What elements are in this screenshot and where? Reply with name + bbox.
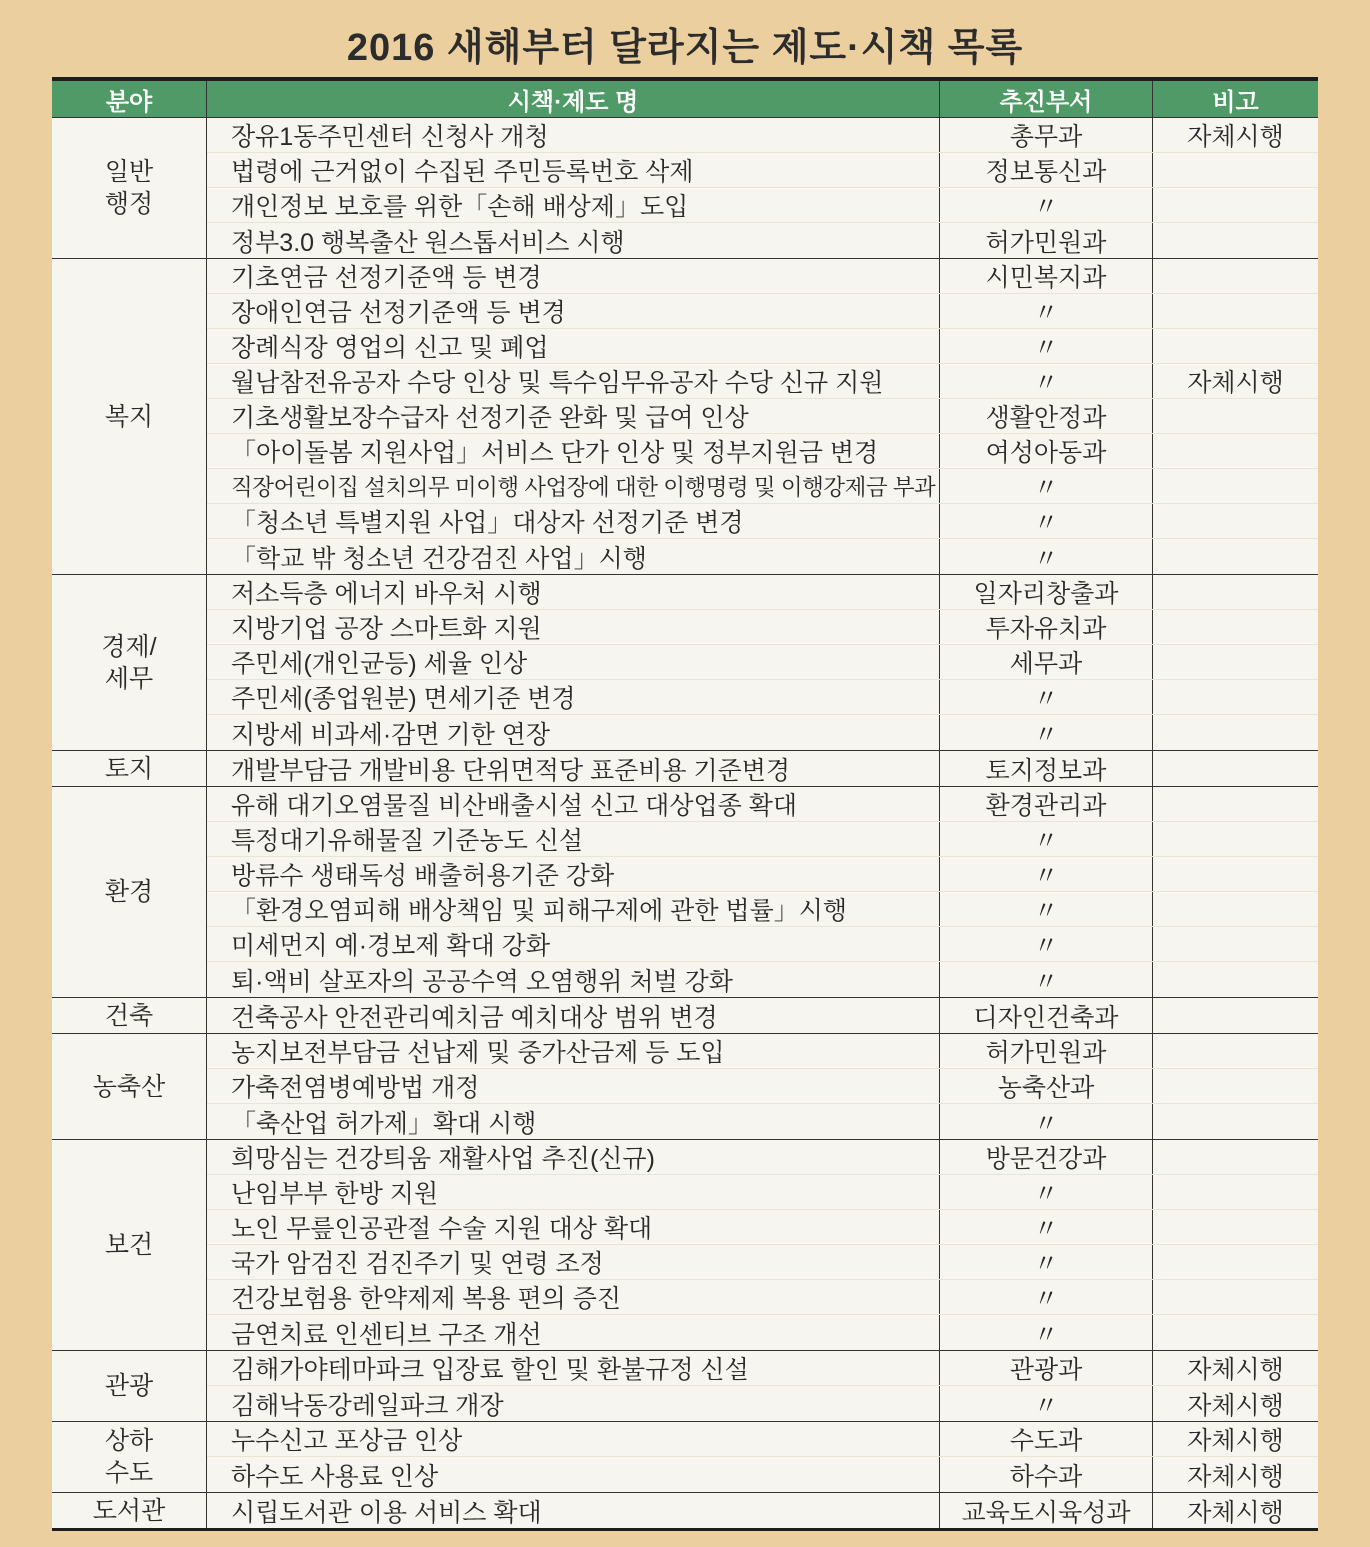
field-cell: 건축 [52, 998, 207, 1033]
note-cell: 자체시행 [1187, 1356, 1284, 1384]
field-cell: 토지 [52, 751, 207, 786]
note-cell [1153, 434, 1318, 468]
policy-cell: 난임부부 한방 지원 [207, 1175, 940, 1209]
dept-cell: 허가민원과 [940, 223, 1153, 258]
table-row [207, 998, 1318, 1033]
table-row [207, 539, 1318, 574]
policy-cell: 정부3.0 행복출산 원스톱서비스 시행 [207, 223, 940, 258]
table-row [207, 1493, 1318, 1528]
table-row [207, 1315, 1318, 1350]
table-row [207, 504, 1318, 539]
table-row [207, 434, 1318, 469]
note-cell [1153, 1175, 1318, 1209]
note-cell [1153, 469, 1318, 503]
note-cell [1153, 539, 1318, 574]
group-rows [207, 998, 1318, 1033]
table-group [52, 1034, 1318, 1140]
field-cell: 관광 [52, 1351, 207, 1421]
dept-cell: 〃 [940, 294, 1153, 328]
note-cell: 자체시행 [1187, 1498, 1284, 1527]
dept-cell: 수도과 [940, 1422, 1153, 1456]
policy-cell: 농지보전부담금 선납제 및 중가산금제 등 도입 [207, 1034, 940, 1068]
table-row [207, 1034, 1318, 1069]
table-row [207, 364, 1318, 399]
table-row [207, 469, 1318, 504]
policy-cell: 노인 무릎인공관절 수술 지원 대상 확대 [207, 1210, 940, 1244]
note-cell [1153, 1140, 1318, 1174]
table-group [52, 787, 1318, 998]
dept-cell: 관광과 [940, 1351, 1153, 1385]
table-row [207, 1104, 1318, 1139]
table-row [207, 892, 1318, 927]
field-cell: 환경 [52, 787, 207, 997]
dept-cell: 방문건강과 [940, 1140, 1153, 1174]
group-rows [207, 1493, 1318, 1528]
dept-cell: 〃 [940, 962, 1153, 997]
dept-cell: 〃 [940, 504, 1153, 538]
table-row [207, 399, 1318, 434]
table-row [207, 1069, 1318, 1104]
policy-cell: 기초생활보장수급자 선정기준 완화 및 급여 인상 [207, 399, 940, 433]
dept-cell: 〃 [940, 1104, 1153, 1139]
policy-cell: 「축산업 허가제」확대 시행 [207, 1104, 940, 1139]
dept-cell: 투자유치과 [940, 610, 1153, 644]
dept-cell: 디자인건축과 [940, 998, 1153, 1033]
table-group [52, 575, 1318, 751]
table-row [207, 787, 1318, 822]
table-row [207, 1280, 1318, 1315]
dept-cell: 〃 [940, 329, 1153, 363]
table-group [52, 118, 1318, 259]
note-cell: 자체시행 [1187, 1462, 1284, 1491]
note-cell [1153, 329, 1318, 363]
table-row [207, 857, 1318, 892]
table-row [207, 1210, 1318, 1245]
table-row [207, 118, 1318, 153]
note-cell [1153, 892, 1318, 926]
table-row [207, 715, 1318, 750]
table-group [52, 259, 1318, 575]
dept-cell: 정보통신과 [940, 153, 1153, 187]
note-cell [1153, 998, 1318, 1033]
field-cell: 경제/ 세무 [52, 575, 207, 750]
policy-cell: 가축전염병예방법 개정 [207, 1069, 940, 1103]
policy-cell: 희망심는 건강틔움 재활사업 추진(신규) [207, 1140, 940, 1174]
dept-cell: 〃 [940, 857, 1153, 891]
dept-cell: 세무과 [940, 645, 1153, 679]
note-cell [1153, 715, 1318, 750]
dept-cell: 여성아동과 [940, 434, 1153, 468]
policy-cell: 시립도서관 이용 서비스 확대 [207, 1493, 940, 1528]
group-rows [207, 259, 1318, 574]
note-cell: 자체시행 [1187, 123, 1284, 151]
field-cell: 복지 [52, 259, 207, 574]
group-rows [207, 787, 1318, 997]
dept-cell: 하수과 [940, 1457, 1153, 1492]
header-policy: 시책·제도 명 [207, 81, 940, 117]
table-row [207, 294, 1318, 329]
note-cell [1153, 787, 1318, 821]
table-row [207, 223, 1318, 258]
policy-cell: 방류수 생태독성 배출허용기준 강화 [207, 857, 940, 891]
header-note: 비고 [1212, 88, 1259, 116]
policy-cell: 누수신고 포상금 인상 [207, 1422, 940, 1456]
dept-cell: 시민복지과 [940, 259, 1153, 293]
table-row [207, 1175, 1318, 1210]
policy-cell: 장유1동주민센터 신청사 개청 [207, 118, 940, 152]
table-group [52, 1140, 1318, 1351]
policy-table [52, 77, 1318, 1531]
dept-cell: 교육도시육성과 [940, 1493, 1153, 1528]
dept-cell: 〃 [940, 715, 1153, 750]
policy-cell: 퇴·액비 살포자의 공공수역 오염행위 처벌 강화 [207, 962, 940, 997]
dept-cell: 〃 [940, 927, 1153, 961]
policy-cell: 개발부담금 개발비용 단위면적당 표준비용 기준변경 [207, 751, 940, 786]
table-row [207, 680, 1318, 715]
policy-cell: 월남참전유공자 수당 인상 및 특수임무유공자 수당 신규 지원 [207, 364, 940, 398]
dept-cell: 〃 [940, 188, 1153, 222]
note-cell [1153, 610, 1318, 644]
policy-cell: 김해가야테마파크 입장료 할인 및 환불규정 신설 [207, 1351, 940, 1385]
table-row [207, 153, 1318, 188]
dept-cell: 〃 [940, 680, 1153, 714]
table-row [207, 645, 1318, 680]
table-row [207, 329, 1318, 364]
dept-cell: 〃 [940, 1386, 1153, 1421]
dept-cell: 〃 [940, 1175, 1153, 1209]
note-cell: 자체시행 [1187, 369, 1284, 397]
dept-cell: 환경관리과 [940, 787, 1153, 821]
policy-cell: 직장어린이집 설치의무 미이행 사업장에 대한 이행명령 및 이행강제금 부과 [207, 469, 940, 503]
table-group [52, 1422, 1318, 1493]
policy-cell: 주민세(개인균등) 세율 인상 [207, 645, 940, 679]
table-row [207, 575, 1318, 610]
group-rows [207, 1140, 1318, 1350]
table-row [207, 1351, 1318, 1386]
policy-cell: 하수도 사용료 인상 [207, 1457, 940, 1492]
dept-cell: 토지정보과 [940, 751, 1153, 786]
page-title: 2016 새해부터 달라지는 제도·시책 목록 [346, 27, 1024, 69]
table-row [207, 962, 1318, 997]
dept-cell: 〃 [940, 539, 1153, 574]
policy-cell: 건축공사 안전관리예치금 예치대상 범위 변경 [207, 998, 940, 1033]
policy-cell: 김해낙동강레일파크 개장 [207, 1386, 940, 1421]
policy-cell: 「청소년 특별지원 사업」대상자 선정기준 변경 [207, 504, 940, 538]
dept-cell: 〃 [940, 469, 1153, 503]
dept-cell: 〃 [940, 892, 1153, 926]
policy-cell: 「환경오염피해 배상책임 및 피해구제에 관한 법률」시행 [207, 892, 940, 926]
table-group [52, 998, 1318, 1034]
dept-cell: 〃 [940, 1280, 1153, 1314]
group-rows [207, 1351, 1318, 1421]
note-cell [1153, 259, 1318, 293]
note-cell [1153, 645, 1318, 679]
table-row [207, 1457, 1318, 1492]
field-cell: 일반 행정 [52, 118, 207, 258]
note-cell [1153, 399, 1318, 433]
group-rows [207, 575, 1318, 750]
note-cell [1153, 680, 1318, 714]
group-rows [207, 1422, 1318, 1492]
note-cell [1153, 223, 1318, 258]
dept-cell: 〃 [940, 1245, 1153, 1279]
header-dept: 추진부서 [940, 81, 1153, 117]
note-cell [1153, 1069, 1318, 1103]
note-cell [1153, 857, 1318, 891]
note-cell [1153, 504, 1318, 538]
group-rows [207, 751, 1318, 786]
field-cell: 상하 수도 [52, 1422, 207, 1492]
dept-cell: 〃 [940, 1210, 1153, 1244]
table-row [207, 1140, 1318, 1175]
table-row [207, 927, 1318, 962]
policy-cell: 장애인연금 선정기준액 등 변경 [207, 294, 940, 328]
table-row [207, 751, 1318, 786]
note-cell [1153, 751, 1318, 786]
table-row [207, 610, 1318, 645]
note-cell [1153, 1210, 1318, 1244]
note-cell [1153, 822, 1318, 856]
policy-cell: 기초연금 선정기준액 등 변경 [207, 259, 940, 293]
note-cell [1153, 294, 1318, 328]
dept-cell: 〃 [940, 1315, 1153, 1350]
field-cell: 도서관 [52, 1493, 207, 1528]
policy-cell: 「학교 밖 청소년 건강검진 사업」시행 [207, 539, 940, 574]
policy-cell: 금연치료 인센티브 구조 개선 [207, 1315, 940, 1350]
policy-cell: 지방세 비과세·감면 기한 연장 [207, 715, 940, 750]
note-cell [1153, 575, 1318, 609]
note-cell [1153, 1315, 1318, 1350]
note-cell [1153, 1245, 1318, 1279]
table-row [207, 1422, 1318, 1457]
note-cell [1153, 153, 1318, 187]
policy-cell: 국가 암검진 검진주기 및 연령 조정 [207, 1245, 940, 1279]
table-group [52, 751, 1318, 787]
header-field: 분야 [52, 81, 207, 117]
table-group [52, 1351, 1318, 1422]
table-group [52, 1493, 1318, 1528]
note-cell [1153, 1034, 1318, 1068]
policy-cell: 미세먼지 예·경보제 확대 강화 [207, 927, 940, 961]
table-header [52, 81, 1318, 118]
policy-cell: 개인정보 보호를 위한「손해 배상제」도입 [207, 188, 940, 222]
policy-cell: 유해 대기오염물질 비산배출시설 신고 대상업종 확대 [207, 787, 940, 821]
table-row [207, 1245, 1318, 1280]
policy-cell: 법령에 근거없이 수집된 주민등록번호 삭제 [207, 153, 940, 187]
note-cell [1153, 962, 1318, 997]
note-cell: 자체시행 [1187, 1427, 1284, 1455]
dept-cell: 농축산과 [940, 1069, 1153, 1103]
dept-cell: 일자리창출과 [940, 575, 1153, 609]
policy-cell: 건강보험용 한약제제 복용 편의 증진 [207, 1280, 940, 1314]
policy-cell: 「아이돌봄 지원사업」서비스 단가 인상 및 정부지원금 변경 [207, 434, 940, 468]
dept-cell: 허가민원과 [940, 1034, 1153, 1068]
table-row [207, 1386, 1318, 1421]
dept-cell: 〃 [940, 364, 1153, 398]
policy-cell: 지방기업 공장 스마트화 지원 [207, 610, 940, 644]
table-row [207, 188, 1318, 223]
field-cell: 농축산 [52, 1034, 207, 1139]
note-cell [1153, 927, 1318, 961]
policy-cell: 저소득층 에너지 바우처 시행 [207, 575, 940, 609]
table-row [207, 259, 1318, 294]
note-cell [1153, 1280, 1318, 1314]
policy-cell: 장례식장 영업의 신고 및 폐업 [207, 329, 940, 363]
note-cell [1153, 1104, 1318, 1139]
table-body [52, 118, 1318, 1528]
field-cell: 보건 [52, 1140, 207, 1350]
dept-cell: 생활안정과 [940, 399, 1153, 433]
policy-cell: 특정대기유해물질 기준농도 신설 [207, 822, 940, 856]
dept-cell: 총무과 [940, 118, 1153, 152]
note-cell [1153, 188, 1318, 222]
policy-cell: 주민세(종업원분) 면세기준 변경 [207, 680, 940, 714]
note-cell: 자체시행 [1187, 1391, 1284, 1420]
dept-cell: 〃 [940, 822, 1153, 856]
group-rows [207, 1034, 1318, 1139]
group-rows [207, 118, 1318, 258]
table-row [207, 822, 1318, 857]
